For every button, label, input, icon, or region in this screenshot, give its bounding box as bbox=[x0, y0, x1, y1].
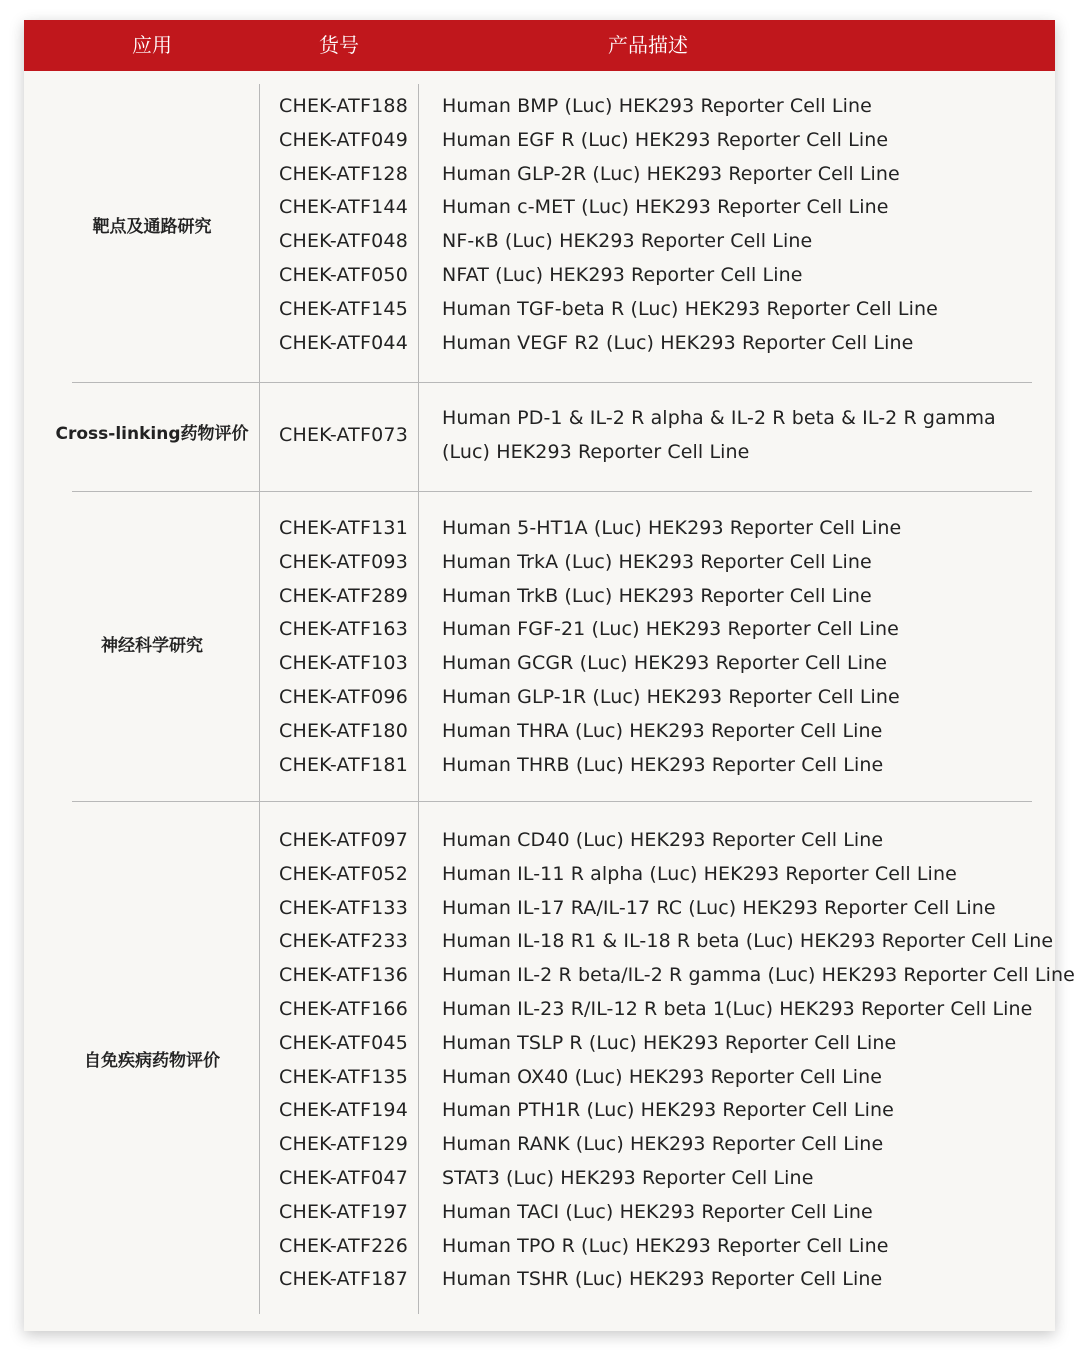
catalog-code: CHEK-ATF136 bbox=[279, 964, 408, 987]
product-description: Human THRB (Luc) HEK293 Reporter Cell Line bbox=[442, 753, 884, 776]
product-description: Human GLP-2R (Luc) HEK293 Reporter Cell Line bbox=[442, 162, 900, 185]
catalog-code: CHEK-ATF048 bbox=[279, 230, 408, 253]
catalog-code: CHEK-ATF187 bbox=[279, 1268, 408, 1291]
header-catalog-no: 货号 bbox=[319, 33, 359, 57]
product-description: Human IL-17 RA/IL-17 RC (Luc) HEK293 Reporter Cell Line bbox=[442, 896, 996, 919]
catalog-code: CHEK-ATF181 bbox=[279, 753, 408, 776]
table-row bbox=[24, 613, 1055, 647]
group-divider bbox=[72, 382, 1032, 383]
header-application: 应用 bbox=[132, 33, 172, 57]
table-row bbox=[24, 90, 1055, 124]
catalog-code: CHEK-ATF197 bbox=[279, 1200, 408, 1223]
catalog-code: CHEK-ATF128 bbox=[279, 162, 408, 185]
header-description: 产品描述 bbox=[608, 33, 688, 57]
product-description: Human TPO R (Luc) HEK293 Reporter Cell Line bbox=[442, 1234, 889, 1257]
product-description: Human IL-2 R beta/IL-2 R gamma (Luc) HEK293 Reporter Cell Line bbox=[442, 964, 1075, 987]
catalog-code: CHEK-ATF050 bbox=[279, 263, 408, 286]
product-description: Human IL-11 R alpha (Luc) HEK293 Reporter Cell Line bbox=[442, 862, 957, 885]
table-row bbox=[24, 225, 1055, 259]
product-description: Human FGF-21 (Luc) HEK293 Reporter Cell Line bbox=[442, 618, 899, 641]
catalog-code: CHEK-ATF073 bbox=[279, 424, 408, 446]
application-label: 靶点及通路研究 bbox=[92, 217, 212, 237]
table-row bbox=[24, 402, 1055, 470]
table-row bbox=[24, 647, 1055, 681]
product-description: Human TSHR (Luc) HEK293 Reporter Cell Line bbox=[442, 1268, 883, 1291]
table-row bbox=[24, 1196, 1055, 1230]
table-row bbox=[24, 158, 1055, 192]
product-description: Human PTH1R (Luc) HEK293 Reporter Cell Line bbox=[442, 1099, 894, 1122]
product-description-line: (Luc) HEK293 Reporter Cell Line bbox=[442, 440, 750, 463]
product-description: Human IL-23 R/IL-12 R beta 1(Luc) HEK293 Reporter Cell Line bbox=[442, 997, 1033, 1020]
catalog-code: CHEK-ATF145 bbox=[279, 297, 408, 320]
catalog-code: CHEK-ATF129 bbox=[279, 1133, 408, 1156]
application-label: 自免疾病药物评价 bbox=[84, 1051, 220, 1071]
catalog-code: CHEK-ATF093 bbox=[279, 550, 408, 573]
catalog-code: CHEK-ATF103 bbox=[279, 652, 408, 675]
catalog-code: CHEK-ATF135 bbox=[279, 1065, 408, 1088]
table-row bbox=[24, 191, 1055, 225]
catalog-code: CHEK-ATF049 bbox=[279, 128, 408, 151]
product-description: Human GCGR (Luc) HEK293 Reporter Cell Line bbox=[442, 652, 888, 675]
table-row bbox=[24, 715, 1055, 749]
table-row bbox=[24, 993, 1055, 1027]
catalog-code: CHEK-ATF097 bbox=[279, 829, 408, 851]
product-description: STAT3 (Luc) HEK293 Reporter Cell Line bbox=[442, 1166, 814, 1189]
catalog-code: CHEK-ATF144 bbox=[279, 196, 408, 219]
table-row bbox=[24, 959, 1075, 993]
table-row bbox=[24, 293, 1055, 327]
catalog-code: CHEK-ATF163 bbox=[279, 618, 408, 641]
product-description: Human TrkB (Luc) HEK293 Reporter Cell Line bbox=[442, 584, 872, 607]
product-table bbox=[24, 20, 1075, 1331]
table-row bbox=[24, 512, 1055, 546]
table-row bbox=[24, 824, 1055, 858]
table-row bbox=[24, 892, 1055, 926]
catalog-code: CHEK-ATF166 bbox=[279, 997, 408, 1020]
product-description: Human TSLP R (Luc) HEK293 Reporter Cell Line bbox=[442, 1031, 897, 1054]
group-divider bbox=[72, 491, 1032, 492]
table-row bbox=[24, 681, 1055, 715]
table-row bbox=[24, 327, 1055, 361]
product-description: Human CD40 (Luc) HEK293 Reporter Cell Line bbox=[442, 829, 884, 851]
table-row bbox=[24, 858, 1055, 892]
product-description: Human c-MET (Luc) HEK293 Reporter Cell Line bbox=[442, 196, 889, 219]
product-description: NF-κB (Luc) HEK293 Reporter Cell Line bbox=[442, 230, 813, 253]
product-description: Human EGF R (Luc) HEK293 Reporter Cell Line bbox=[442, 128, 889, 151]
product-description bbox=[442, 402, 1042, 470]
catalog-code: CHEK-ATF180 bbox=[279, 719, 408, 742]
table-row bbox=[24, 1128, 1055, 1162]
product-description: NFAT (Luc) HEK293 Reporter Cell Line bbox=[442, 263, 803, 286]
table-row bbox=[24, 1094, 1055, 1128]
catalog-code: CHEK-ATF047 bbox=[279, 1166, 408, 1189]
product-description: Human BMP (Luc) HEK293 Reporter Cell Line bbox=[442, 95, 872, 117]
table-row bbox=[24, 1230, 1055, 1264]
catalog-code: CHEK-ATF188 bbox=[279, 95, 408, 117]
product-description: Human THRA (Luc) HEK293 Reporter Cell Line bbox=[442, 719, 883, 742]
group-divider bbox=[72, 801, 1032, 802]
table-row bbox=[24, 546, 1055, 580]
catalog-code: CHEK-ATF045 bbox=[279, 1031, 408, 1054]
product-description: Human 5-HT1A (Luc) HEK293 Reporter Cell Line bbox=[442, 517, 902, 539]
table-row bbox=[24, 1263, 1055, 1297]
catalog-code: CHEK-ATF096 bbox=[279, 685, 408, 708]
application-label: 神经科学研究 bbox=[101, 636, 203, 656]
table-header bbox=[24, 20, 1055, 71]
catalog-code: CHEK-ATF289 bbox=[279, 584, 408, 607]
catalog-code: CHEK-ATF226 bbox=[279, 1234, 408, 1257]
table-row bbox=[24, 259, 1055, 293]
table-row bbox=[24, 1061, 1055, 1095]
catalog-code: CHEK-ATF194 bbox=[279, 1099, 408, 1122]
table-row bbox=[24, 749, 1055, 783]
product-description: Human TACI (Luc) HEK293 Reporter Cell Line bbox=[442, 1200, 873, 1223]
product-description: Human TrkA (Luc) HEK293 Reporter Cell Line bbox=[442, 550, 872, 573]
product-description: Human TGF-beta R (Luc) HEK293 Reporter Cell Line bbox=[442, 297, 938, 320]
table-row bbox=[24, 925, 1055, 959]
catalog-code: CHEK-ATF044 bbox=[279, 331, 408, 354]
product-description: Human OX40 (Luc) HEK293 Reporter Cell Line bbox=[442, 1065, 883, 1088]
table-row bbox=[24, 1162, 1055, 1196]
catalog-code: CHEK-ATF052 bbox=[279, 862, 408, 885]
product-description: Human VEGF R2 (Luc) HEK293 Reporter Cell Line bbox=[442, 331, 914, 354]
table-row bbox=[24, 1027, 1055, 1061]
product-description: Human IL-18 R1 & IL-18 R beta (Luc) HEK293 Reporter Cell Line bbox=[442, 930, 1054, 953]
table-row bbox=[24, 580, 1055, 614]
product-description: Human GLP-1R (Luc) HEK293 Reporter Cell Line bbox=[442, 685, 900, 708]
catalog-code: CHEK-ATF233 bbox=[279, 930, 408, 953]
product-description-line: Human PD-1 & IL-2 R alpha & IL-2 R beta & IL-2 R gamma bbox=[442, 407, 996, 429]
table-row bbox=[24, 124, 1055, 158]
application-label: Cross-linking药物评价 bbox=[55, 424, 249, 444]
product-description: Human RANK (Luc) HEK293 Reporter Cell Line bbox=[442, 1133, 884, 1156]
catalog-code: CHEK-ATF133 bbox=[279, 896, 408, 919]
catalog-code: CHEK-ATF131 bbox=[279, 517, 408, 539]
